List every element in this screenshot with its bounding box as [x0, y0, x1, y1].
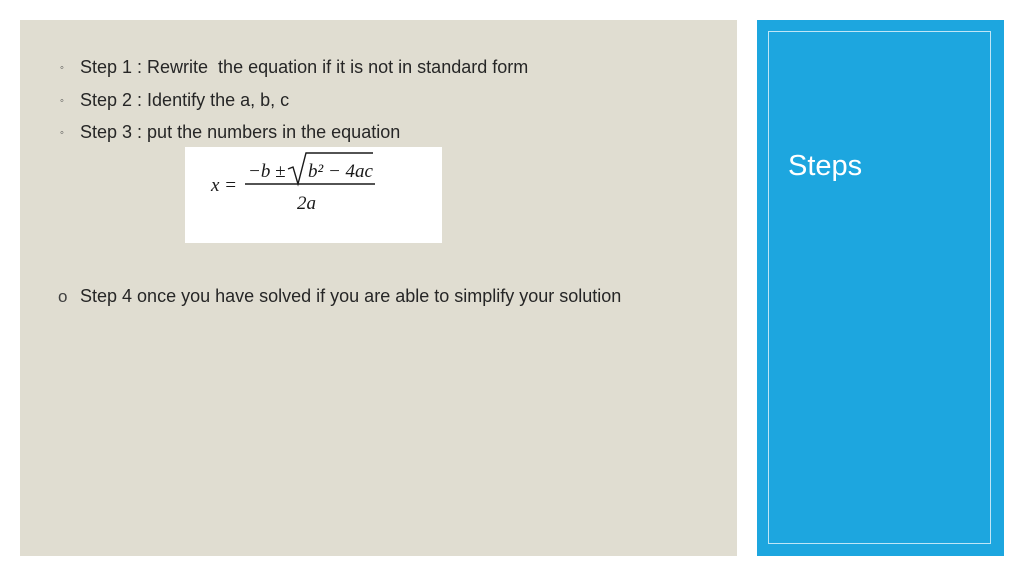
step-1-item: [60, 56, 528, 80]
bullet-circle-icon: ◦: [60, 95, 64, 107]
bullet-o-icon: o: [58, 287, 68, 306]
sidebar-frame: [768, 31, 991, 544]
step-4-item: [60, 285, 640, 308]
step-2-item: [60, 89, 289, 113]
step-4-text: Step 4 once you have solved if you are able to simplify your solution: [80, 286, 622, 306]
step-3-text: Step 3 : put the numbers in the equation: [80, 122, 401, 142]
step-1-text: Step 1 : Rewrite the equation if it is not in standard form: [80, 57, 529, 77]
formula-numerator-prefix: −b ±: [248, 161, 286, 182]
slide-title: Steps: [788, 150, 863, 182]
formula-lhs: x =: [211, 175, 238, 196]
step-3-item: [60, 121, 400, 145]
quadratic-formula: [185, 147, 442, 243]
bullet-circle-icon: ◦: [60, 127, 64, 139]
bullet-circle-icon: ◦: [60, 62, 64, 74]
formula-denominator: 2a: [297, 193, 316, 214]
step-2-text: Step 2 : Identify the a, b, c: [80, 90, 290, 110]
formula-radicand: b² − 4ac: [308, 161, 373, 182]
quadratic-formula-image: [185, 147, 442, 243]
